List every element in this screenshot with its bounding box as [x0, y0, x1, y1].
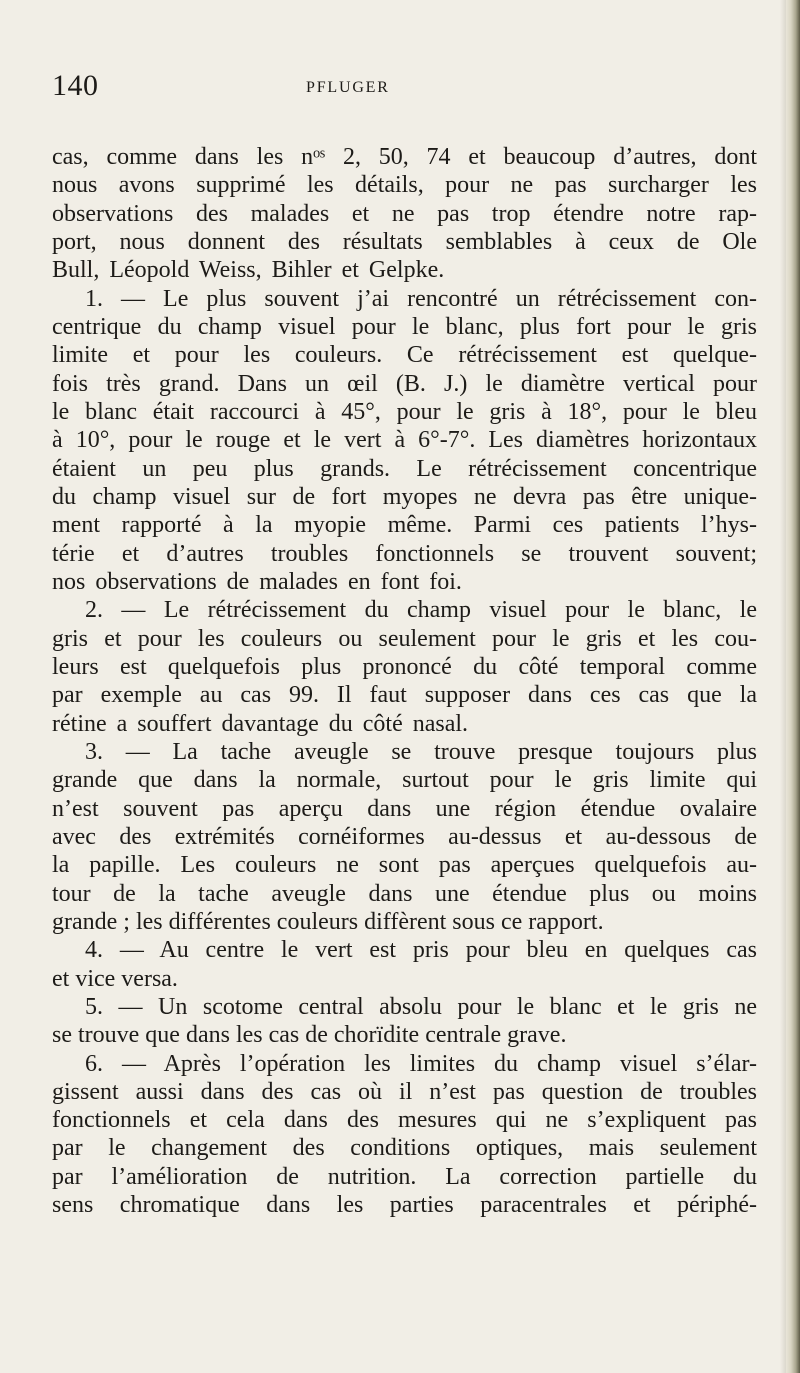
text-line: fonctionnels et cela dans des mesures qui ne s’expliquent pas [52, 1107, 757, 1134]
text-line: 4. — Au centre le vert est pris pour bleu en quelques cas [85, 937, 757, 964]
text-line: avec des extrémités cornéiformes au-dessus et au-dessous de [52, 823, 757, 850]
text-line: rétine a souffert davantage du côté nasal. [52, 710, 469, 737]
text-line: 3. — La tache aveugle se trouve presque toujours plus [85, 738, 757, 765]
text-line: limite et pour les couleurs. Ce rétrécissement est quelque- [52, 342, 757, 369]
text-line: la papille. Les couleurs ne sont pas aperçues quelquefois au- [52, 852, 757, 879]
text-line: leurs est quelquefois plus prononcé du côté temporal comme [52, 653, 757, 680]
text-line: 6. — Après l’opération les limites du champ visuel s’élar- [85, 1050, 757, 1077]
page-edge [786, 0, 800, 1373]
text-line: sens chromatique dans les parties paracentrales et périphé- [52, 1192, 757, 1219]
text-line: centrique du champ visuel pour le blanc, plus fort pour le gris [52, 313, 757, 340]
text-line: à 10°, pour le rouge et le vert à 6°-7°. Les diamètres horizontaux [52, 427, 757, 454]
text-line: 2. — Le rétrécissement du champ visuel pour le blanc, le [85, 597, 757, 624]
text-line: fois très grand. Dans un œil (B. J.) le diamètre vertical pour [52, 370, 757, 397]
text-line: cas, comme dans les nᵒˢ 2, 50, 74 et beaucoup d’autres, dont [52, 144, 757, 170]
text-line: du champ visuel sur de fort myopes ne devra pas être unique- [52, 483, 757, 510]
text-line: par le changement des conditions optiques, mais seulement [52, 1135, 757, 1162]
text-line: nous avons supprimé les détails, pour ne pas surcharger les [52, 172, 757, 199]
running-head: PFLUGER [306, 79, 390, 96]
text-line: grande ; les différentes couleurs diffèrent sous ce rapport. [52, 908, 604, 935]
text-line: n’est souvent pas aperçu dans une région étendue ovalaire [52, 795, 757, 822]
text-line: 1. — Le plus souvent j’ai rencontré un rétrécissement con- [85, 285, 757, 312]
text-line: port, nous donnent des résultats semblables à ceux de Ole [52, 228, 757, 255]
text-line: ment rapporté à la myopie même. Parmi ces patients l’hys- [52, 512, 757, 539]
text-line: nos observations de malades en font foi. [52, 568, 462, 595]
text-line: se trouve que dans les cas de chorïdite centrale grave. [52, 1022, 567, 1049]
text-line: térie et d’autres troubles fonctionnels se trouvent souvent; [52, 540, 757, 567]
text-line: gissent aussi dans des cas où il n’est pas question de troubles [52, 1078, 757, 1105]
text-line: grande que dans la normale, surtout pour le gris limite qui [52, 767, 757, 794]
page-number: 140 [52, 69, 99, 102]
text-line: par l’amélioration de nutrition. La correction partielle du [52, 1163, 757, 1190]
text-line: par exemple au cas 99. Il faut supposer dans ces cas que la [52, 682, 757, 709]
text-line: observations des malades et ne pas trop étendre notre rap- [52, 200, 757, 227]
text-line: et vice versa. [52, 965, 178, 992]
text-line: 5. — Un scotome central absolu pour le blanc et le gris ne [85, 993, 757, 1020]
page-header [52, 66, 752, 106]
text-line: tour de la tache aveugle dans une étendue plus ou moins [52, 880, 757, 907]
text-line: le blanc était raccourci à 45°, pour le gris à 18°, pour le bleu [52, 398, 757, 425]
text-line: gris et pour les couleurs ou seulement pour le gris et les cou- [52, 625, 757, 652]
text-line: Bull, Léopold Weiss, Bihler et Gelpke. [52, 257, 445, 284]
text-line: étaient un peu plus grands. Le rétrécissement concentrique [52, 455, 757, 482]
body-text [52, 143, 757, 1219]
